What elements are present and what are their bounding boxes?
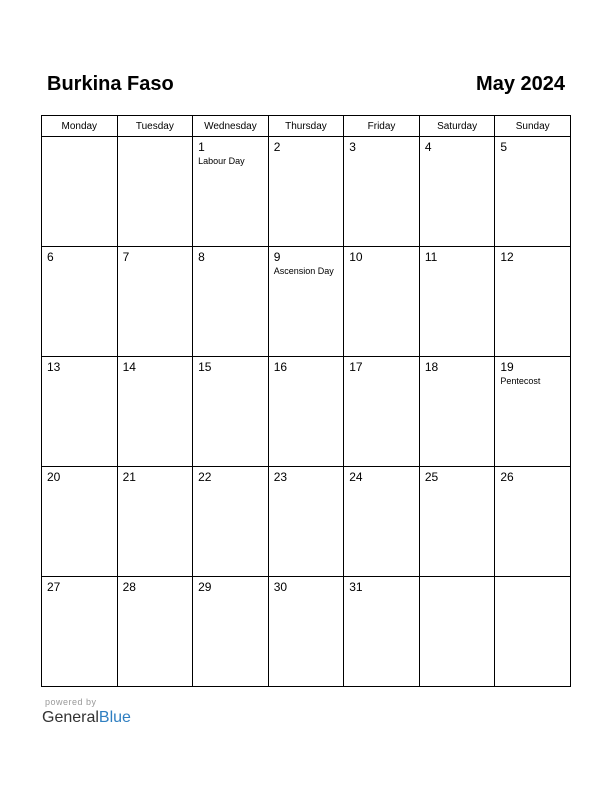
day-number: 6 — [47, 250, 54, 264]
day-cell — [419, 357, 495, 467]
day-cell — [42, 137, 118, 247]
holiday-label: Pentecost — [500, 376, 541, 386]
weekday-header: Sunday — [495, 116, 571, 137]
day-cell — [42, 247, 118, 357]
week-row — [42, 137, 571, 247]
day-number: 23 — [273, 470, 288, 484]
day-number: 20 — [47, 470, 61, 484]
day-number: 3 — [349, 140, 356, 154]
day-cell — [495, 577, 571, 687]
day-number: 4 — [424, 140, 432, 154]
powered-by-label: powered by — [45, 697, 97, 707]
day-number: 12 — [500, 250, 514, 264]
day-number: 2 — [273, 140, 281, 154]
day-cell — [495, 247, 571, 357]
day-number: 13 — [47, 360, 61, 374]
day-cell — [117, 577, 193, 687]
day-cell — [193, 137, 269, 247]
day-number: 18 — [424, 360, 439, 374]
day-number: 26 — [500, 470, 514, 484]
day-cell — [117, 467, 193, 577]
day-number: 30 — [273, 580, 288, 594]
day-number: 10 — [349, 250, 363, 264]
day-number: 1 — [198, 140, 205, 154]
weekday-header: Thursday — [268, 116, 344, 137]
holiday-label: Ascension Day — [273, 266, 334, 276]
day-cell — [268, 137, 344, 247]
day-number: 16 — [273, 360, 288, 374]
day-cell — [419, 577, 495, 687]
weekday-header-row — [42, 116, 571, 137]
calendar-grid — [41, 115, 571, 687]
day-number: 7 — [122, 250, 130, 264]
day-number: 9 — [273, 250, 281, 264]
brand-blue: Blue — [98, 709, 131, 726]
day-number: 8 — [198, 250, 205, 264]
day-cell — [419, 137, 495, 247]
generalblue-logo[interactable] — [42, 708, 131, 728]
day-cell — [193, 467, 269, 577]
day-number: 31 — [349, 580, 363, 594]
weekday-header: Saturday — [419, 116, 495, 137]
day-cell — [344, 357, 420, 467]
day-number: 19 — [500, 360, 514, 374]
day-cell — [193, 247, 269, 357]
day-cell — [268, 357, 344, 467]
day-cell — [344, 577, 420, 687]
day-number: 25 — [424, 470, 439, 484]
week-row — [42, 247, 571, 357]
day-cell — [419, 467, 495, 577]
day-number: 5 — [500, 140, 508, 154]
week-row — [42, 577, 571, 687]
day-number: 24 — [349, 470, 363, 484]
day-number: 21 — [122, 470, 136, 484]
day-cell — [42, 357, 118, 467]
day-number: 14 — [122, 360, 136, 374]
day-cell — [268, 247, 344, 357]
day-cell — [495, 467, 571, 577]
weekday-header: Wednesday — [193, 116, 269, 137]
day-cell — [344, 467, 420, 577]
day-number: 22 — [198, 470, 212, 484]
month-title: May 2024 — [476, 73, 565, 95]
day-cell — [495, 357, 571, 467]
day-cell — [117, 357, 193, 467]
day-number: 29 — [198, 580, 212, 594]
week-row — [42, 467, 571, 577]
brand-general: General — [42, 709, 99, 726]
week-row — [42, 357, 571, 467]
day-number: 11 — [424, 250, 438, 264]
day-cell — [495, 137, 571, 247]
day-cell — [42, 467, 118, 577]
country-title: Burkina Faso — [47, 73, 174, 95]
day-cell — [344, 137, 420, 247]
day-cell — [268, 577, 344, 687]
day-number: 17 — [349, 360, 363, 374]
day-cell — [193, 577, 269, 687]
day-number: 27 — [47, 580, 61, 594]
holiday-label: Labour Day — [198, 156, 245, 166]
day-cell — [117, 137, 193, 247]
day-number: 28 — [122, 580, 136, 594]
day-cell — [344, 247, 420, 357]
day-cell — [117, 247, 193, 357]
day-number: 15 — [198, 360, 212, 374]
day-cell — [193, 357, 269, 467]
day-cell — [268, 467, 344, 577]
day-cell — [42, 577, 118, 687]
weekday-header: Tuesday — [117, 116, 193, 137]
weekday-header: Monday — [42, 116, 118, 137]
day-cell — [419, 247, 495, 357]
weekday-header: Friday — [344, 116, 420, 137]
